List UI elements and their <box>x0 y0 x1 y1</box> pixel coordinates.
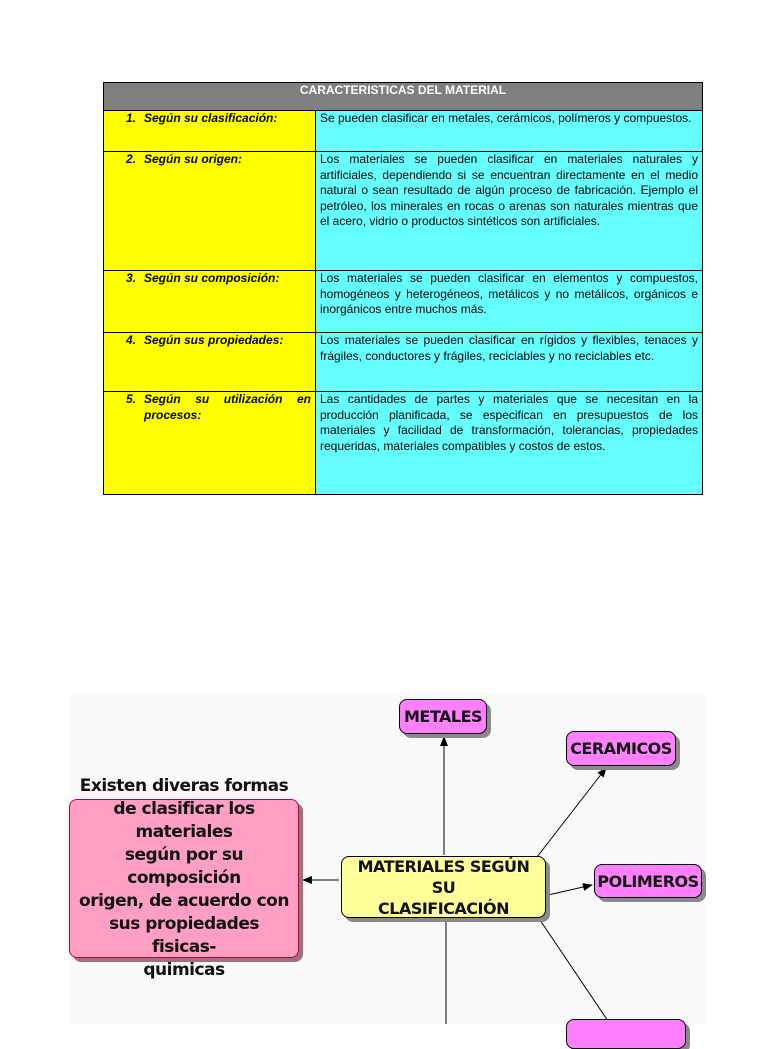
note-line-4: origen, de acuerdo con <box>79 891 289 911</box>
center-line-2: CLASIFICACIÓN <box>378 898 509 918</box>
connector-down-right <box>540 920 610 1024</box>
row-number: 4. <box>126 333 137 347</box>
row-label-text: Según su origen: <box>144 152 243 166</box>
note-line-6: quimicas <box>143 960 225 980</box>
note-line-3: según por su composición <box>124 845 244 888</box>
row-number: 5. <box>126 392 137 406</box>
node-metales <box>399 699 487 734</box>
row-label-text: Según sus propiedades: <box>144 333 284 347</box>
row-description: Los materiales se pueden clasificar en materiales naturales y artificiales, dependiendo si se encuentran directamente en el medio natural o sean resultado de algún proceso de fabricación. Ejemplo el petróleo, los minerales en rocas o arenas son naturales mientras que el acero, vidrio o productos sintéticos son artificiales. <box>316 152 703 271</box>
center-line-1: MATERIALES SEGÚN SU <box>357 856 530 897</box>
node-ceramicos-label: CERAMICOS <box>570 739 672 758</box>
connector-to-polimeros <box>548 885 592 895</box>
node-ceramicos <box>566 731 676 766</box>
note-line-5: sus propiedades fisicas- <box>109 914 259 957</box>
row-label-text: Según su composición: <box>144 271 280 285</box>
table-header: CARACTERISTICAS DEL MATERIAL <box>104 83 703 111</box>
connector-to-ceramicos <box>537 768 606 857</box>
row-description: Los materiales se pueden clasificar en elementos y compuestos, homogéneos y heterogéneos, metálicos y no metálicos, orgánicos e inorgánicos entre muchos más. <box>316 271 703 333</box>
node-polimeros-label: POLIMEROS <box>597 871 699 891</box>
row-number: 1. <box>126 111 137 125</box>
node-metales-label: METALES <box>403 707 483 726</box>
row-label-text: Según su clasificación: <box>144 111 278 125</box>
row-number: 3. <box>126 271 137 285</box>
node-note <box>69 776 299 980</box>
note-line-2: de clasificar los materiales <box>113 799 255 842</box>
row-label-text: Según su utilización en procesos: <box>144 392 311 422</box>
row-number: 2. <box>126 152 137 166</box>
node-polimeros <box>594 864 702 898</box>
row-description: Los materiales se pueden clasificar en rígidos y flexibles, tenaces y frágiles, conductores y frágiles, reciclables y no reciclables etc. <box>316 333 703 392</box>
row-description: Las cantidades de partes y materiales que se necesitan en la producción planificada, se especifican en presupuestos de los materiales y facilidad de transformación, tolerancias, propiedades requeridas, materiales compatibles y costos de estos. <box>316 392 703 495</box>
note-line-1: Existen diveras formas <box>79 776 289 796</box>
row-description: Se pueden clasificar en metales, cerámicos, polímeros y compuestos. <box>316 111 703 152</box>
node-center-clasificacion <box>341 856 546 918</box>
